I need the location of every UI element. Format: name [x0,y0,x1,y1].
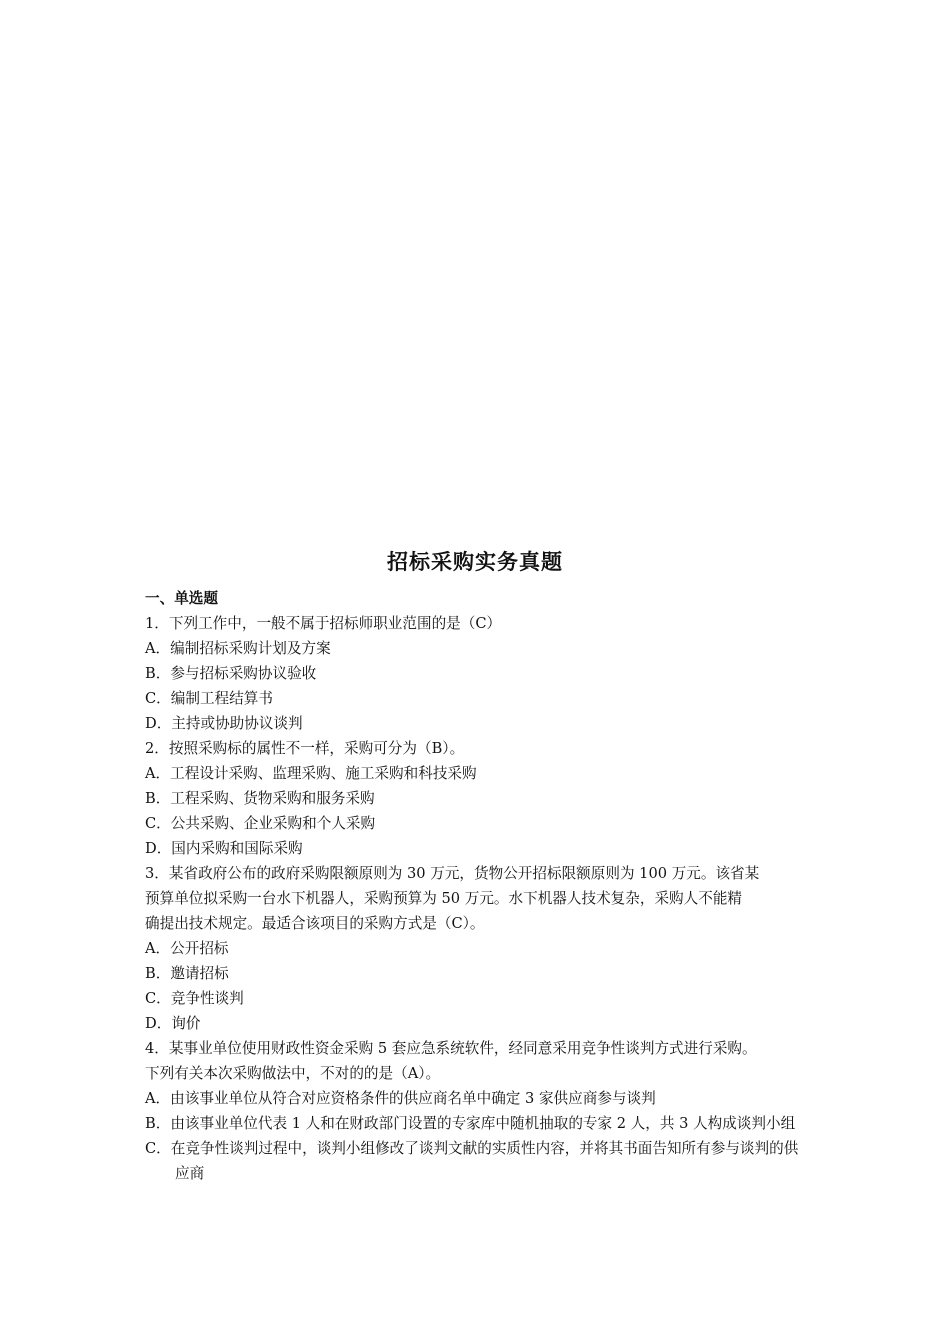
question-4-option-b: B．由该事业单位代表 1 人和在财政部门设置的专家库中随机抽取的专家 2 人，共 3 人构成谈判小组 [145,1115,796,1132]
question-1-option-d: D．主持或协助协议谈判 [145,715,303,732]
question-1-option-b: B．参与招标采购协议验收 [145,665,317,682]
question-3-option-a: A．公开招标 [145,940,229,957]
question-4-stem-line-2: 下列有关本次采购做法中，不对的的是（A）。 [145,1065,441,1082]
section-heading: 一、单选题 [145,590,218,607]
question-3-option-c: C．竞争性谈判 [145,990,244,1007]
question-1-option-c: C．编制工程结算书 [145,690,273,707]
page-title: 招标采购实务真题 [387,549,563,574]
question-3-stem-line-3: 确提出技术规定。最适合该项目的采购方式是（C）。 [145,915,485,932]
question-2-option-d: D．国内采购和国际采购 [145,840,303,857]
question-3-stem-line-2: 预算单位拟采购一台水下机器人，采购预算为 50 万元。水下机器人技术复杂，采购人不能精 [145,890,743,907]
question-4-option-a: A．由该事业单位从符合对应资格条件的供应商名单中确定 3 家供应商参与谈判 [145,1090,656,1107]
question-4-option-c: C．在竞争性谈判过程中，谈判小组修改了谈判文献的实质性内容，并将其书面告知所有参与谈判的供应商 [145,1140,799,1182]
question-2-option-c: C．公共采购、企业采购和个人采购 [145,815,376,832]
question-2-option-a: A．工程设计采购、监理采购、施工采购和科技采购 [145,765,477,782]
question-1-stem: 1．下列工作中，一般不属于招标师职业范围的是（C） [145,615,502,632]
question-2-option-b: B．工程采购、货物采购和服务采购 [145,790,375,807]
question-2-stem: 2．按照采购标的属性不一样，采购可分为（B）。 [145,740,465,757]
question-4-stem-line-1: 4．某事业单位使用财政性资金采购 5 套应急系统软件，经同意采用竞争性谈判方式进行采购。 [145,1040,757,1057]
question-3-option-b: B．邀请招标 [145,965,229,982]
question-3-option-d: D．询价 [145,1015,201,1032]
document-body [145,586,810,1186]
question-1-option-a: A．编制招标采购计划及方案 [145,640,331,657]
question-3-stem-line-1: 3．某省政府公布的政府采购限额原则为 30 万元，货物公开招标限额原则为 100 万元。该省某 [145,865,760,882]
